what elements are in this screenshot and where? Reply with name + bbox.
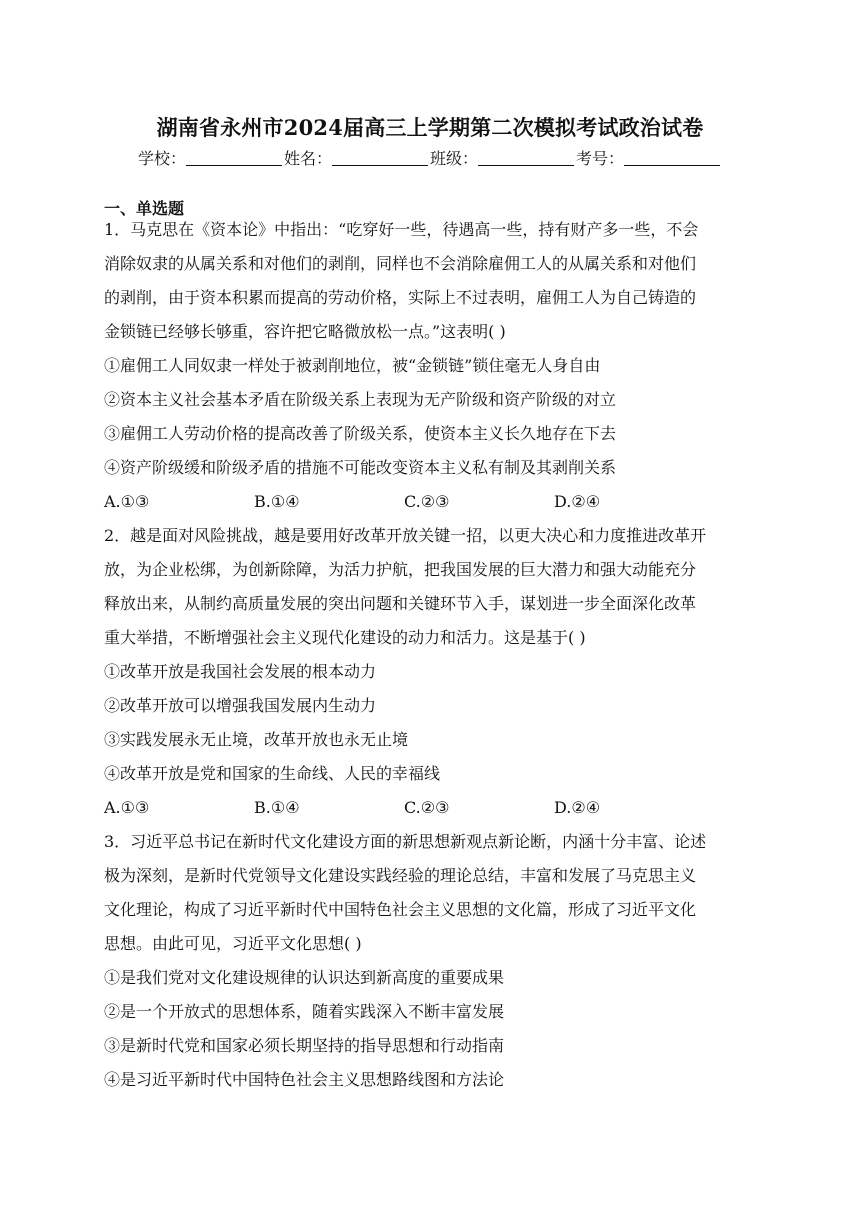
question-line: 金锁链已经够长够重，容许把它略微放松一点。”这表明( ) (104, 322, 506, 341)
statement: ④是习近平新时代中国特色社会主义思想路线图和方法论 (104, 1070, 505, 1089)
statement: ①是我们党对文化建设规律的认识达到新高度的重要成果 (104, 968, 505, 987)
exam-title: 湖南省永州市2024届高三上学期第二次模拟考试政治试卷 (156, 115, 704, 140)
question-line: 重大举措，不断增强社会主义现代化建设的动力和活力。这是基于( ) (104, 628, 586, 647)
question-line: 消除奴隶的从属关系和对他们的剥削，同样也不会消除雇佣工人的从属关系和对他们 (104, 254, 697, 273)
name-label: 姓名： (283, 149, 332, 168)
answer-options (104, 492, 754, 526)
question-2 (104, 526, 754, 832)
question-line: 1．马克思在《资本论》中指出：“吃穿好一些，待遇高一些，持有财产多一些，不会 (104, 220, 699, 239)
exam-no-label: 考号： (576, 149, 625, 168)
question-line: 3．习近平总书记在新时代文化建设方面的新思想新观点新论断，内涵十分丰富、论述 (104, 832, 707, 851)
statement: ③实践发展永无止境，改革开放也永无止境 (104, 730, 409, 749)
option-b: B.①④ (254, 492, 300, 511)
question-1 (104, 220, 754, 526)
option-a: A.①③ (104, 492, 150, 511)
question-line: 2．越是面对风险挑战，越是要用好改革开放关键一招，以更大决心和力度推进改革开 (104, 526, 707, 545)
exam-no-blank (624, 151, 720, 166)
name-blank (332, 151, 428, 166)
question-line: 放，为企业松绑，为创新除障，为活力护航，把我国发展的巨大潜力和强大动能充分 (104, 560, 697, 579)
class-label: 班级： (430, 149, 479, 168)
statement: ④资产阶级缓和阶级矛盾的措施不可能改变资本主义私有制及其剥削关系 (104, 458, 617, 477)
question-line: 释放出来，从制约高质量发展的突出问题和关键环节入手，谋划进一步全面深化改革 (104, 594, 697, 613)
option-c: C.②③ (404, 798, 450, 817)
option-b: B.①④ (254, 798, 300, 817)
statement: ②是一个开放式的思想体系，随着实践深入不断丰富发展 (104, 1002, 505, 1021)
statement: ②改革开放可以增强我国发展内生动力 (104, 696, 377, 715)
questions-list (104, 220, 754, 1104)
statement: ③是新时代党和国家必须长期坚持的指导思想和行动指南 (104, 1036, 505, 1055)
statement: ②资本主义社会基本矛盾在阶级关系上表现为无产阶级和资产阶级的对立 (104, 390, 617, 409)
school-blank (186, 151, 282, 166)
option-c: C.②③ (404, 492, 450, 511)
option-a: A.①③ (104, 798, 150, 817)
statement: ①改革开放是我国社会发展的根本动力 (104, 662, 377, 681)
student-info-row (0, 146, 860, 169)
question-3 (104, 832, 754, 1104)
option-d: D.②④ (554, 492, 601, 511)
statement: ④改革开放是党和国家的生命线、人民的幸福线 (104, 764, 441, 783)
question-line: 思想。由此可见，习近平文化思想( ) (104, 934, 362, 953)
class-blank (478, 151, 574, 166)
option-d: D.②④ (554, 798, 601, 817)
school-label: 学校： (137, 149, 186, 168)
question-line: 极为深刻，是新时代党领导文化建设实践经验的理论总结，丰富和发展了马克思主义 (104, 866, 697, 885)
question-line: 的剥削，由于资本积累而提高的劳动价格，实际上不过表明，雇佣工人为自己铸造的 (104, 288, 697, 307)
answer-options (104, 798, 754, 832)
statement: ③雇佣工人劳动价格的提高改善了阶级关系，使资本主义长久地存在下去 (104, 424, 617, 443)
statement: ①雇佣工人同奴隶一样处于被剥削地位，被“金锁链”锁住毫无人身自由 (104, 356, 601, 375)
section-title: 一、单选题 (104, 199, 185, 218)
question-line: 文化理论，构成了习近平新时代中国特色社会主义思想的文化篇，形成了习近平文化 (104, 900, 697, 919)
